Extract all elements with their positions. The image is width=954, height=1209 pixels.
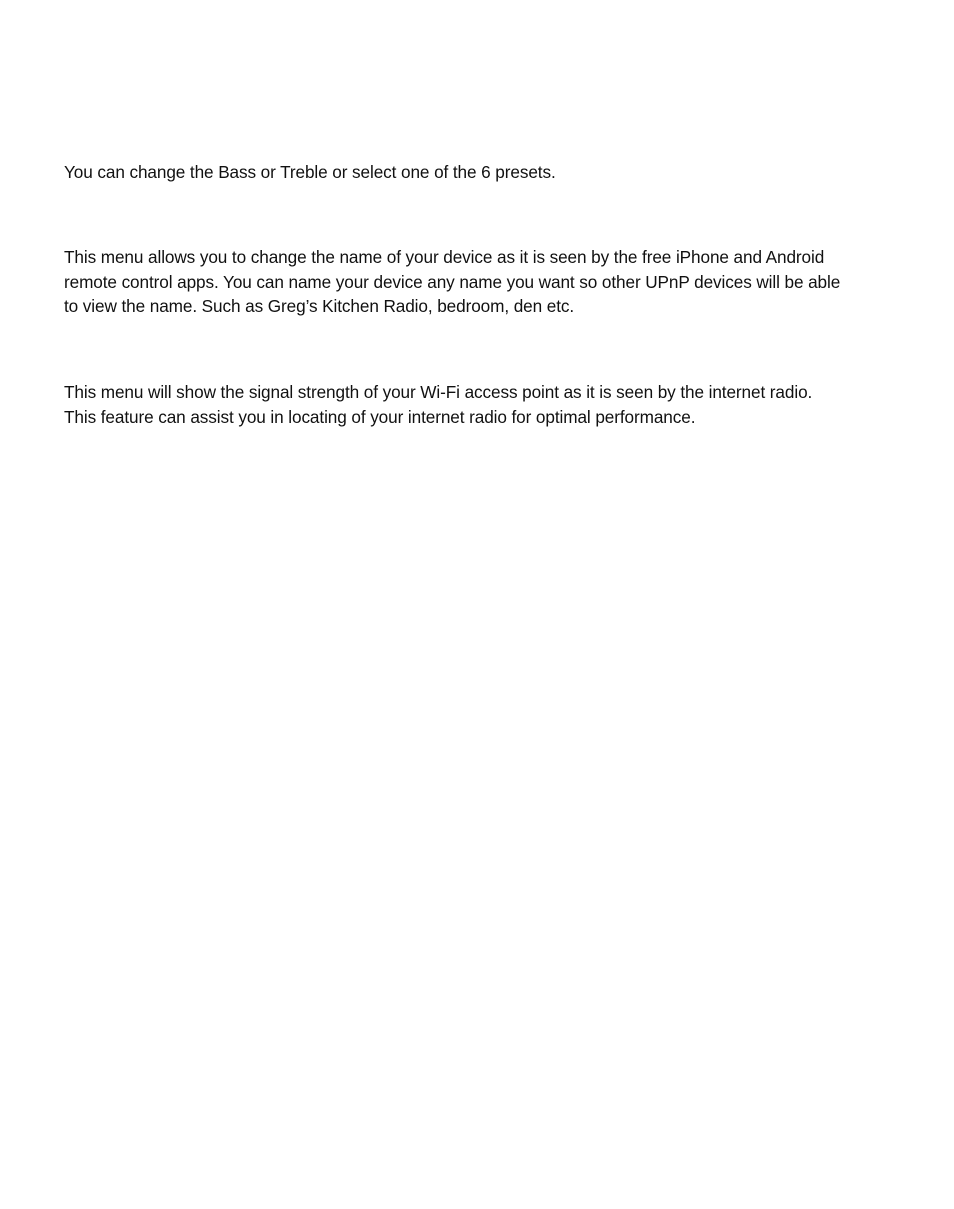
paragraph-line: remote control apps. You can name your device any name you want so other UPnP devices will be able xyxy=(64,271,841,292)
paragraph-line: to view the name. Such as Greg’s Kitchen Radio, bedroom, den etc. xyxy=(64,296,575,316)
paragraph-line: This menu will show the signal strength of your Wi-Fi access point as it is seen by the internet radio. xyxy=(64,382,813,402)
paragraph-device-name xyxy=(64,245,904,319)
paragraph-line: This menu allows you to change the name of your device as it is seen by the free iPhone and Android xyxy=(64,247,825,267)
paragraph-line: You can change the Bass or Treble or select one of the 6 presets. xyxy=(64,162,556,182)
paragraph-line: This feature can assist you in locating of your internet radio for optimal performance. xyxy=(64,406,696,427)
paragraph-signal-strength xyxy=(64,380,904,429)
paragraph-equalizer xyxy=(64,160,904,185)
